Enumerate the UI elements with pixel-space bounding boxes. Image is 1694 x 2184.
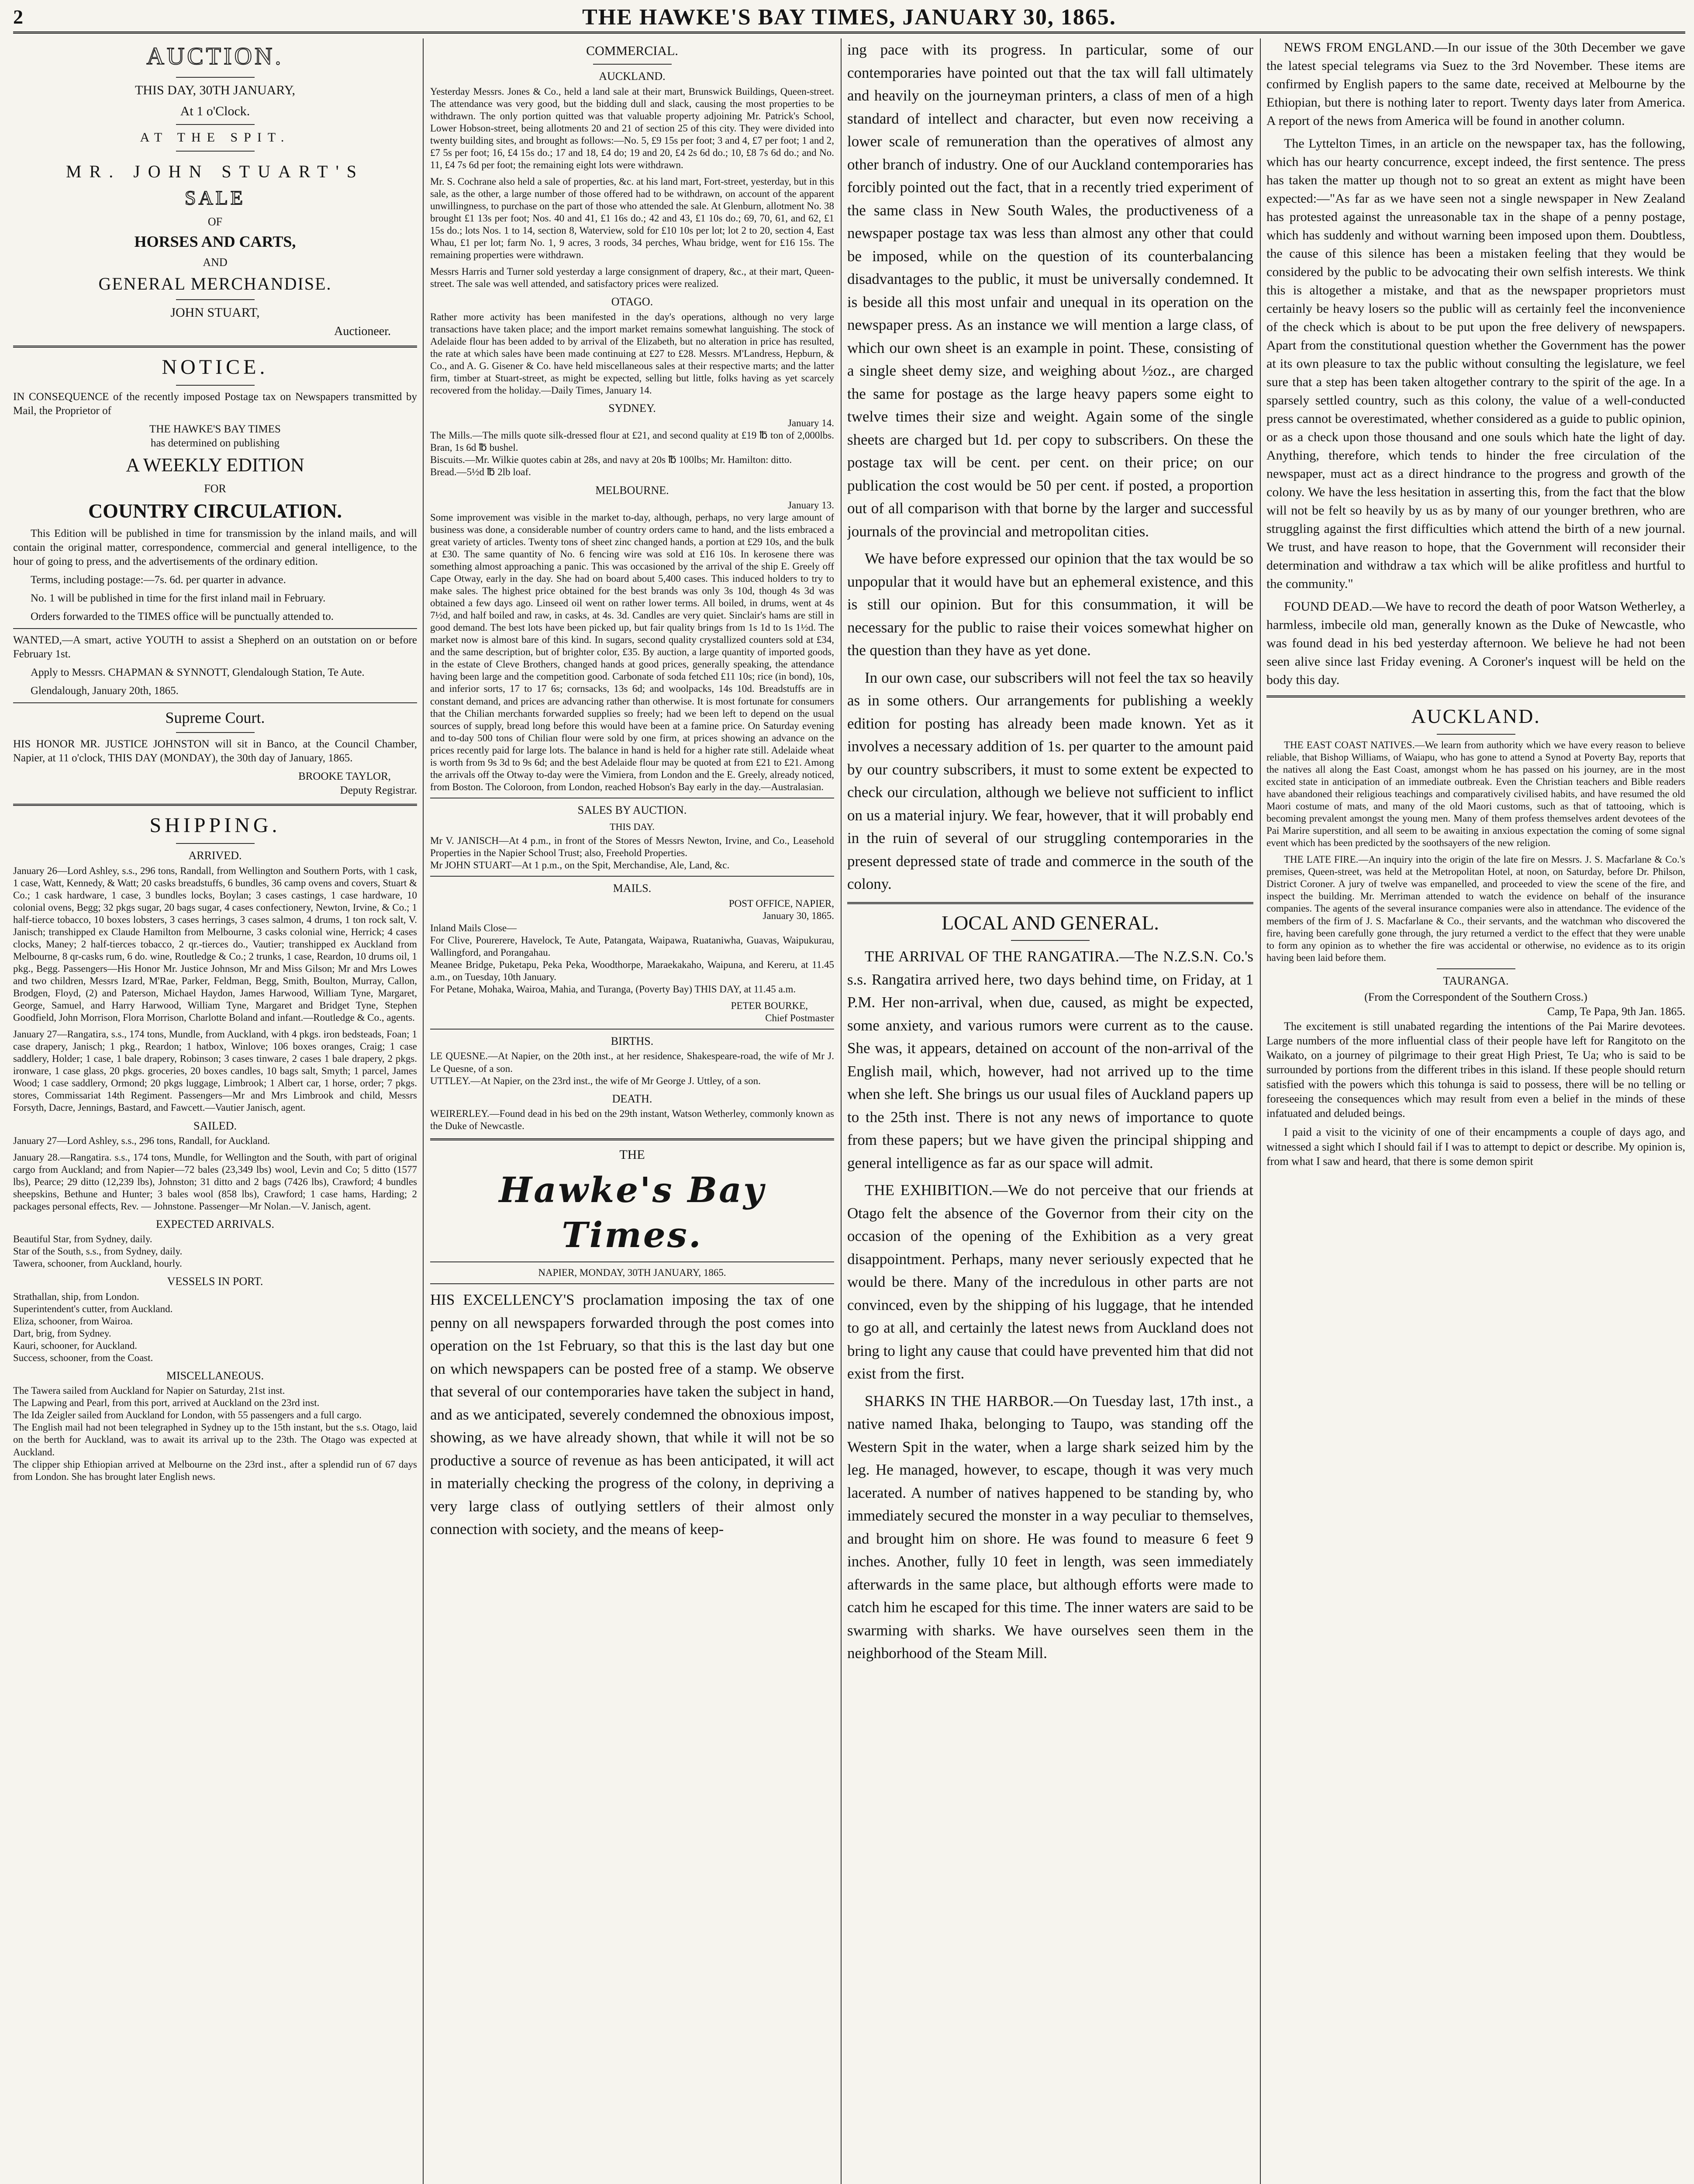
divider [176, 77, 255, 78]
auckland-item: THE LATE FIRE.—An inquiry into the origin of the late fire on Messrs. J. S. Macfarlane & Co.'s premises, Queen-street, was held at the Metropolitan Hotel, at noon, on Saturday, before Dr. Philson, District Coroner. A jury of twelve was empanelled, and proceeded to view the scene of the fire, and inspect the building. Mr. Merriman attended to watch the evidence on behalf of the insurance companies. The agents of the several insurance companies were also in attendance. The evidence of the members of the firm of J. S. Macfarlane & Co., their servants, and the watchman who discovered the fire, having been carefully gone through, the jury returned a verdict to the effect that they were unable to form any opinion as to whether the fire was accidental or otherwise, no evidence as to its origin having been laid before them. [1266, 854, 1685, 963]
death-text: WEIRERLEY.—Found dead in his bed on the 29th instant, Watson Wetherley, commonly known as the Duke of Newcastle. [430, 1108, 834, 1131]
mails-heading: MAILS. [613, 882, 652, 895]
page-number: 2 [13, 6, 23, 28]
column-rule [423, 38, 424, 2184]
sales-heading: SALES BY AUCTION. [577, 803, 687, 816]
news-item: FOUND DEAD.—We have to record the death of poor Watson Wetherley, a harmless, imbecile old man, generally known as the Duke of Newcastle, who was found dead in his bed yesterday afternoon. We believe he had not been seen alive since last Friday evening. A Coroner's inquest will be held on the body this day. [1266, 599, 1685, 687]
auckland-item: THE EAST COAST NATIVES.—We learn from authority which we have every reason to believe reliable, that Bishop Williams, of Waiapu, who has gone to attend a Synod at Poverty Bay, reports that the natives all along the East Coast, amongst whom he has passed on his journey, are in the most excited state in anticipation of an immediate outbreak. Even the Christian teachers and Bible readers have abandoned their religious teachings and comparatively civilised habits, and have resumed the old Maori costume of mats, and many of the old Maori customs, such as that of tattooing, which is becoming prevalent amongst the young men. Many of them profess themselves ardent devotees of the Pai Marire superstition, and all seem to be awaiting in anxious expectation the coming of some signal event which has been predicted by the soothsayers of the new religion. [1266, 739, 1685, 849]
mails-office: POST OFFICE, NAPIER, [728, 898, 834, 909]
expected-list: Beautiful Star, from Sydney, daily. Star of the South, s.s., from Sydney, daily. Tawera, schooner, from Auckland, hourly. [13, 1234, 183, 1269]
divider [593, 64, 672, 65]
wanted-ad: WANTED,—A smart, active YOUTH to assist a Shepherd on an outstation on or before February 1st. [13, 634, 417, 660]
column-rule [841, 38, 842, 2184]
divider [847, 902, 1253, 904]
news-item: The Lyttelton Times, in an article on the newspaper tax, has the following, which has our hearty concurrence, except indeed, the first sentence. The press has taken the matter up though not to so great an extent as might have been expected:—"As far as we have seen not a single newspaper in New Zealand has protested against the unreasonable tax in the shape of a penny postage, which has suddenly and without warning been imposed upon them. Doubtless, the cause of this silence has been a mistaken feeling that they would be considered by the public to be advocating their own selfish interests. We think this is altogether a mistake, and that as the newspaper proprietors must certainly be heavy losers so the public will as certainly feel the inconvenience of the check which is about to be put upon the free delivery of newspapers. Apart from the constitutional question whether the Government has the power at its own pleasure to tax the public without consulting the legislature, we feel sure that a step has been taken altogether contrary to the spirit of the age. In a sparsely settled country, such as this colony, the value of a well-conducted press cannot be overestimated, whether considered as a guide to public opinion, or as a check upon those thousand and one souls which hate the light of day. Anything, therefore, which tends to hinder the free circulation of the newspaper, must act as a direct hindrance to the progress and growth of the colony. We have the less hesitation in asserting this, from the fact that the blow will not be felt so heavily by us as by many of our younger brethren, who are struggling against the first difficulties which attend the birth of a new journal. We trust, and have reason to hope, that the Government will reconsider their determination and withdraw a tax which will be alike profitless and hurtful to the community." [1266, 136, 1685, 591]
tauranga-heading: TAURANGA. [1443, 974, 1509, 987]
court-title: Supreme Court. [165, 708, 265, 726]
column-2 [430, 38, 834, 2184]
death-heading: DEATH. [612, 1092, 652, 1105]
divider [430, 1261, 834, 1262]
births-text: LE QUESNE.—At Napier, on the 20th inst., at her residence, Shakespeare-road, the wife of Mr J. Le Quesne, of a son. UTTLEY.—At Napier, on the 23rd inst., the wife of Mr George J. Uttley, of a son. [430, 1051, 834, 1086]
arrived-entry: January 27—Rangatira, s.s., 174 tons, Mundle, from Auckland, with 4 pkgs. iron bedsteads, Foan; 1 case drapery, Janisch; 1 pkg., Reardon; 1 hatbox, Winlove; 106 boxes oranges, Craig; 1 case saddlery, Holder; 1 case, 1 bale drapery, Robinson; 3 cases tinware, 2 cases 1 bale drapery, 2 pkgs. ironware, 1 case glass, 20 pkgs. groceries, 20 boxes candles, 10 bags salt, Smyth; 1 parcel, James Wood; 1 case saddlery, Ormond; 20 pkgs luggage, Limbrook; 1 Albert car, 1 horse, order; 7 pkgs. stores, Commissariat 14th Regiment. Passengers—Mr and Mrs Limbrook and child, Messrs Forsyth, Dacre, Jennings, Bastard, and Fawcett.—Vautier Janisch, agent. [13, 1029, 417, 1113]
mails-signature-title: Chief Postmaster [765, 1013, 834, 1024]
court-signature-title: Deputy Registrar. [340, 784, 417, 796]
otago-text: Rather more activity has been manifested in the day's operations, although no very large transactions have taken place; and the import market remains somewhat languishing. The stock of Adelaide flour has been added to by arrival of the Elizabeth, but no alteration in price has resulted, the rate at which sales have been made continuing at £27 to £28. Messrs. M'Landress, Hepburn, & Co., and A. G. Gisener & Co. have held miscellaneous sales at their respective marts; and the latter firm, timber at Stuart-street, as might be expected, selling but little, folks having as yet scarcely recovered from the holiday.—Daily Times, January 14. [430, 311, 834, 396]
column-3 [847, 38, 1253, 2184]
vessels-list: Strathallan, ship, from London. Superintendent's cutter, from Auckland. Eliza, schooner, from Wairoa. Dart, brig, from Sydney. Kauri, schooner, for Auckland. Success, schooner, from the Coast. [13, 1291, 173, 1363]
column-1 [13, 38, 417, 2184]
court-notice: HIS HONOR MR. JUSTICE JOHNSTON will sit in Banco, at the Council Chamber, Napier, at 11 o'clock, THIS DAY (MONDAY), the 30th day of January, 1865. [13, 738, 417, 764]
divider [13, 628, 417, 629]
notice-title: NOTICE. [162, 355, 269, 379]
auction-location: AT THE SPIT. [140, 130, 290, 145]
paper-title: Hawke's Bay Times. [499, 1169, 766, 1255]
header-rule [13, 31, 1685, 34]
local-general-heading: LOCAL AND GENERAL. [942, 911, 1159, 934]
court-signature: BROOKE TAYLOR, [298, 770, 391, 782]
auction-signature-title: Auctioneer. [334, 325, 391, 339]
notice-first-issue: No. 1 will be published in time for the first inland mail in February. [31, 592, 326, 604]
sydney-date: January 14. [787, 418, 834, 429]
sydney-heading: SYDNEY. [608, 402, 656, 415]
divider [1266, 695, 1685, 698]
auckland-heading: AUCKLAND. [1411, 705, 1541, 727]
tauranga-source: (From the Correspondent of the Southern Cross.) [1364, 990, 1587, 1003]
divider [176, 385, 255, 386]
paper-the: THE [619, 1147, 645, 1162]
divider [176, 124, 255, 125]
editorial-text: We have before expressed our opinion that the tax would be so unpopular that it would have but an ephemeral existence, and this is still our opinion. But for this consummation, it will be necessary for the public to raise their voices somewhat higher on the question than they have as yet done. [847, 550, 1253, 659]
otago-heading: OTAGO. [611, 295, 653, 308]
auction-title: AUCTION. [146, 43, 284, 70]
editorial-text: In our own case, our subscribers will not feel the tax so heavily as in some others. Our arrangements for publishing a weekly edition for posting has already been made known. Yet as it involves a necessary addition of 1s. per quarter to the amount paid by our country subscribers, it must to some extent be expected to check our circulation, although we believe not sufficient to inflict on us a material injury. We fear, however, that it will probably end in the ruin of several of our struggling contemporaries in the present depressed state of trade and commerce in the south of the colony. [847, 669, 1253, 892]
mails-date: January 30, 1865. [762, 910, 834, 921]
auction-time: At 1 o'Clock. [180, 104, 250, 119]
melbourne-heading: MELBOURNE. [595, 484, 669, 497]
divider [13, 702, 417, 703]
auction-signature: JOHN STUART, [170, 305, 260, 320]
births-heading: BIRTHS. [611, 1035, 654, 1048]
commercial-title: COMMERCIAL. [586, 44, 678, 58]
masthead: THE HAWKE'S BAY TIMES, JANUARY 30, 1865. [582, 5, 1116, 30]
notice-intro-cont: has determined on publishing [150, 437, 280, 449]
local-item: THE ARRIVAL OF THE RANGATIRA.—The N.Z.S.N. Co.'s s.s. Rangatira arrived here, two days behind time, on Friday, at 1 P.M. Her non-arrival, when due, caused, as might be expected, some anxiety, and various rumors were current as to the cause. She was, it appears, detained on account of the non-arrival of the English mail, which, however, had not arrived up to the time when she left. She brings us our usual files of Auckland papers up to the 25th inst. There is not any news of importance to quote from these papers; but we have given the principal shipping and general intelligence as far as our space will admit. [847, 948, 1253, 1171]
divider [176, 843, 255, 844]
arrived-entry: January 26—Lord Ashley, s.s., 296 tons, Randall, from Wellington and Southern Ports, with 1 cask, 1 case, Watt, Kennedy, & Watt; 20 casks breadstuffs, 6 bundles, 36 camp ovens and covers, Stuart & Co.; 1 cask hardware, 1 case, 3 bundles locks, Boylan; 3 cases castings, 1 case hardware, 10 colonial ovens, Begg; 32 pkgs sugar, 20 bags sugar, 4 cases confectionery, Newton, Irvine, & Co.; 1 half-tierce tobacco, 10 boxes lobsters, 3 cases herrings, 3 cases salmon, 4 drums, 1 ton rock salt, V. Janisch; transhipped ex Claude Hamilton from Melbourne, 3 casks colonial wine, Herrick; 4 cases clocks, Maney; 2 half-tierces tobacco, 2 qr.-tierces do., Vautier; transhipped ex Auckland from Melbourne, 8 qr-casks rum, 6 do. wine, Routledge & Co.; 2 trunks, 1 case, Reardon, 10 drums oil, 1 pkg., Begg. Passengers—His Honor Mr. Justice Johnson, Mr and Miss Gilson; Mr and Mrs Lowes and two children, Messrs Izard, M'Rae, Parker, Feldman, Begg, Smith, Boulton, Murray, Callon, Brodgen, Floyd, (2) and Paterson, Michael Haydon, James Harwood, William Tyne, Margaret, George, Samuel, and Harry Harwood, William Tyne, Margaret and Bridget Tyne, Stephen Goodfield, John Morrison, Flora Morrison, Charlotte Boland and infant.—Routledge & Co., agents. [13, 865, 417, 1023]
arrived-heading: ARRIVED. [188, 849, 242, 862]
local-item: THE EXHIBITION.—We do not perceive that our friends at Otago felt the absence of the Governor from their city on the occasion of the opening of the Exhibition as a very great disappointment. Perhaps, many never seriously expected that he would be there. Many of the incredulous in other parts are not convinced, even by the shipping of his luggage, that he intended to go at all, and certainly the latest news from Auckland does not bring to light any cause that could have prevented him that did not exist from the first. [847, 1182, 1253, 1382]
notice-terms: Terms, including postage:—7s. 6d. per quarter in advance. [31, 574, 286, 586]
sydney-text: The Mills.—The mills quote silk-dressed flour at £21, and second quality at £19 ℔ ton of 2,000lbs. Bran, 1s 6d ℔ bushel. Biscuits.—Mr. Wilkie quotes cabin at 28s, and navy at 20s ℔ 100lbs; Mr. Hamilton: ditto. Bread.—5½d ℔ 2lb loaf. [430, 430, 834, 478]
notice-paper-name: THE HAWKE'S BAY TIMES [149, 423, 281, 435]
misc-list: The Tawera sailed from Auckland for Napier on Saturday, 21st inst. The Lapwing and Pearl, from this port, arrived at Auckland on the 23rd inst. The Ida Zeigler sailed from Auckland for London, with 55 passengers and a full cargo. The English mail had not been telegraphed in Sydney up to the 15th instant, but the s.s. Otago, laid on the berth for Auckland, was to await its arrival up to the 23th. The Otago was expected at Auckland. The clipper ship Ethiopian arrived at Melbourne on the 23rd inst., after a splendid run of 67 days from London. She has brought later English news. [13, 1385, 417, 1482]
notice-orders: Orders forwarded to the TIMES office will be punctually attended to. [31, 610, 334, 622]
divider [13, 804, 417, 806]
shipping-title: SHIPPING. [149, 813, 281, 837]
auckland-market-text: Messrs Harris and Turner sold yesterday a large consignment of drapery, &c., at their mart, Queen-street. The sale was well attended, and satisfactory prices were realized. [430, 266, 834, 290]
page-header [13, 0, 1685, 31]
auckland-market-text: Mr. S. Cochrane also held a sale of properties, &c. at his land mart, Fort-street, yesterday, but in this sale, as the other, a large number of those offered had to be withdrawn, on account of the apparent unwillingness, to purchase on the part of those who attended the sale. At Glenburn, allotment No. 38 brought £1 13s per foot; Nos. 40 and 41, £1 16s do.; 42 and 43, £1 10s do.; 69, 70, 61, and 62, £1 15s do.; lots Nos. 1 to 14, section 8, Waterview, sold for £10 10s per lot; lot 2 to 20, section 4, East Whau, £1 per lot; farm No. 1, 9 acres, 3 roods, 34 perches, Whau bridge, went for £16 15s. The remaining properties were withdrawn. [430, 176, 834, 261]
notice-for: FOR [204, 482, 226, 495]
sales-text: Mr V. JANISCH—At 4 p.m., in front of the Stores of Messrs Newton, Irvine, and Co., Leasehold Properties in the Napier School Trust; also, Freehold Properties. Mr JOHN STUART—At 1 p.m., on the Spit, Merchandise, Ale, Land, &c. [430, 835, 834, 871]
divider [1011, 940, 1090, 941]
vessels-heading: VESSELS IN PORT. [167, 1275, 263, 1288]
divider [176, 299, 255, 300]
notice-country-circulation: COUNTRY CIRCULATION. [88, 499, 342, 522]
notice-body: This Edition will be published in time for transmission by the inland mails, and will contain the original matter, correspondence, commercial and general intelligence, to the hour of going to press, and the advertisements of the ordinary edition. [13, 527, 417, 567]
divider [430, 1283, 834, 1284]
divider [13, 346, 417, 348]
wanted-apply: Apply to Messrs. CHAPMAN & SYNNOTT, Glendalough Station, Te Aute. [31, 666, 365, 678]
tauranga-date: Camp, Te Papa, 9th Jan. 1865. [1547, 1005, 1685, 1018]
column-4 [1266, 38, 1685, 2184]
notice-weekly-edition: A WEEKLY EDITION [126, 454, 304, 476]
tauranga-text: The excitement is still unabated regarding the intentions of the Pai Marire devotees. Large numbers of the more influential class of their people have left for Rangitoto on the Waikato, on a journey of pilgrimage to their great High Priest, Te Ua; who is said to be surrounded by portions from the different tribes in this island. If these people should return satisfied with the powers which this tohunga is said to possess, there will be no telling or foreseeing the consequences which may result from even a belief in the minds of these infatuated and deluded beings. [1266, 1019, 1685, 1120]
mails-signature: PETER BOURKE, [731, 1000, 808, 1012]
auckland-market-heading: AUCKLAND. [599, 70, 666, 83]
auction-merchandise: GENERAL MERCHANDISE. [98, 273, 332, 294]
column-rule [1260, 38, 1261, 2184]
paper-dateline: NAPIER, MONDAY, 30TH JANUARY, 1865. [538, 1267, 726, 1279]
misc-heading: MISCELLANEOUS. [166, 1369, 264, 1382]
editorial-text: ing pace with its progress. In particular, some of our contemporaries have pointed out that the tax will fall ultimately and heavily on the journeyman printers, a class of men of a high standard of intellect and character, but even now receiving a lower scale of remuneration than the operatives of almost any other branch of industry. One of our Auckland contemporaries has forcibly pointed out the fact, that in a recently tried experiment of the same class in New South Wales, the productiveness of a newspaper postage tax was less than almost any other that could be imposed, while on the question of its counterbalancing disadvantages to the public, it must be universally condemned. It is beside all this most unfair and unequal in its operation on the newspaper press. As an instance we will mention a large class, of which our own sheet is an example in point. These, consisting of a single sheet demy size, and weighing about ½oz., are charged the same for postage as the large heavy papers some eight to twelve times their size and weight. Again some of the single sheets are charged but 1d. per copy to subscribers. On these the postage tax will be cent. per cent. on their price; on our publication the cost would be 50 per cent. if posted, a proportion out of all comparison with that borne by the larger and successful journals of the provincial and metropolitan cities. [847, 41, 1253, 540]
auction-and: AND [203, 256, 228, 269]
tauranga-text: I paid a visit to the vicinity of one of their encampments a couple of days ago, and witnessed a sight which I should fail if I was to attempt to depict or describe. My opinion is, from what I saw and heard, that there is some demon spirit [1266, 1126, 1685, 1168]
expected-heading: EXPECTED ARRIVALS. [155, 1218, 275, 1231]
editorial-text: HIS EXCELLENCY'S proclamation imposing the tax of one penny on all newspapers forwarded through the post comes into operation on the 1st February, so that this is the last day but one on which newspapers can be posted free of a stamp. We observe that several of our contemporaries have taken the subject in hand, and as we anticipated, severely condemned the obnoxious impost, showing, as we have already shown, that while it will not be so productive a source of revenue as has been anticipated, it will act in materially checking the progress of the colony, in depriving a very large class of outlying settlers of their almost only connection with society, and the means of keep- [430, 1291, 834, 1538]
auction-sale-heading: SALE [185, 187, 245, 209]
sailed-heading: SAILED. [193, 1119, 237, 1132]
divider [1437, 734, 1515, 735]
notice-intro: IN CONSEQUENCE of the recently imposed Postage tax on Newspapers transmitted by Mail, the Proprietor of [13, 391, 417, 417]
divider [1437, 968, 1515, 969]
auckland-market-text: Yesterday Messrs. Jones & Co., held a land sale at their mart, Brunswick Buildings, Queen-street. The attendance was very good, but the bidding dull and slack, causing the most properties to be withdrawn. The only portion quitted was that valuable property adjoining Mr. Patrick's School, Lower Hobson-street, being allotments 20 and 21 of section 25 of this city. They were divided into twenty building sites, and brought as follows:—No. 5, £9 15s per foot; 3 and 4, £7 per foot; 1 and 2, £7 5s per foot; 16, £4 15s do.; 17 and 18, £4 do; 19 and 20, £4 2s 6d do.; 10, £8 7s 6d do.; and No. 11, £4 7s 6d per foot; the remaining eight lots were withdrawn. [430, 86, 834, 170]
auction-auctioneer-name: MR. JOHN STUART'S [66, 161, 365, 181]
melbourne-text: Some improvement was visible in the market to-day, although, perhaps, no very large amount of business was done, a considerable number of country orders came to hand, and the lists embraced a great variety of articles. Twenty tons of sheet zinc changed hands, a portion at £29 10s, and the bulk at £30. The same quantity of No. 6 fencing wire was sold at £16 10s. In kerosene there was something almost approaching a panic. This was occasioned by the arrival of the ship E. Greely off Cape Otway, early in the day. She had on board about 5,400 cases. This induced holders to try to make sales. The highest price obtained for the best brands was only 3s 10d, though 4s 3d was obtained a few days ago. Linseed oil went on rather lower terms. All boiled, in drums, went at 4s 7½d, and half boiled and raw, in casks, at 4s. 3d. Candles are very quiet. Sinclair's hams are still in good demand. The best lots have been picked up, but fair quality brings from 1s 1d to 1s 1½d. The market now is almost bare of this kind. In sugars, second quality crystallized counters sold at £34, and the same description, but of brighter color, £35. By auction, a large quantity of imported goods, in the estate of Cleve Brothers, changed hands at good prices, generally speaking, the attendance having been large and the competition good. Carbonate of soda fetched £11 10s; rice (in bond), 10s, and inferior sorts, 17 to 17 6s; cornsacks, 13s 6d; and woolpacks, 14s 10d. Breadstuffs are in constant demand, and prices are advancing rather than otherwise. It is most fortunate for consumers that the Chilian merchants forwarded supplies so freely; had we been left to depend on the usual sources of supply, bread long before this would have been at a famine price. On Saturday evening and to-day 500 tons of Chilian flour were sold by one firm, at prices showing an advance on the prices recently paid for large lots. The balance in hand is held for a higher rate still. Adelaide wheat is worth from 9s 3d to 9s 6d; and the best Adelaide flour may be quoted at from £21 to £21. Among the arrivals off the Otway to-day were the Vimiera, from London and the E. Greely, already noticed, from Boston. The Coloroon, from London, reached Hobson's Bay early in the day.—Australasian. [430, 511, 834, 792]
auction-horses-carts: HORSES AND CARTS, [134, 233, 296, 251]
divider [430, 1029, 834, 1030]
sailed-entry: January 28.—Rangatira. s.s., 174 tons, Mundle, for Wellington and the South, with part of original cargo from Auckland; and from Napier—72 bales (23,349 lbs) wool, Levin and Co; 5 ditto (1577 lbs), Pearce; 29 ditto (12,239 lbs), Johnston; 31 ditto and 2 bags (7426 lbs), Crawford; 4 bundles sheepskins, Bethune and Hunter; 3 bales wool (858 lbs), Crawford; 1 case hams, Harding; 2 packages personal effects, Rev. — Johnstone. Passenger—Mr Nolan.—V. Janisch, agent. [13, 1151, 417, 1212]
news-item: NEWS FROM ENGLAND.—In our issue of the 30th December we gave the latest special telegrams via Suez to the 3rd November. These items are confirmed by English papers to the same date, received at Melbourne by the Ethiopian, but there is nothing later to report. Twenty days later from America. A report of the news from America will be found in another column. [1266, 40, 1685, 128]
mails-text: Inland Mails Close— For Clive, Pourerere, Havelock, Te Aute, Patangata, Waipawa, Ruataniwha, Guavas, Waipukurau, Wallingford, and Porangahau. Meanee Bridge, Puketapu, Peka Peka, Woodthorpe, Maraekakaho, Waipuna, and Kereru, at 11.45 a.m., on Tuesday, 10th January. For Petane, Mohaka, Wairoa, Mahia, and Turanga, (Poverty Bay) THIS DAY, at 11.45 a.m. [430, 922, 834, 995]
sailed-entry: January 27—Lord Ashley, s.s., 296 tons, Randall, for Auckland. [13, 1135, 270, 1146]
melbourne-date: January 13. [787, 499, 834, 511]
sales-subheading: THIS DAY. [610, 821, 655, 833]
auction-date: THIS DAY, 30TH JANUARY, [135, 83, 296, 97]
divider [430, 876, 834, 877]
local-item: SHARKS IN THE HARBOR.—On Tuesday last, 17th inst., a native named Ihaka, belonging to Taupo, was standing off the Western Spit in the water, when a large shark seized him by the leg. He managed, however, to escape, though it was very much lacerated. A number of natives happened to be standing by, who immediately secured the monster in a way peculiar to themselves, and brought him on shore. He was found to measure 6 feet 9 inches. Another, fully 10 feet in length, was seen immediately afterwards in the same place, but although efforts were made to catch him he escaped for this time. The inner waters are said to be swarming with sharks. We have ourselves seen them in the neighborhood of the Steam Mill. [847, 1392, 1253, 1662]
wanted-date: Glendalough, January 20th, 1865. [31, 684, 179, 697]
auction-of: OF [207, 215, 223, 228]
divider [430, 1138, 834, 1140]
divider [176, 732, 255, 733]
divider [176, 151, 255, 152]
